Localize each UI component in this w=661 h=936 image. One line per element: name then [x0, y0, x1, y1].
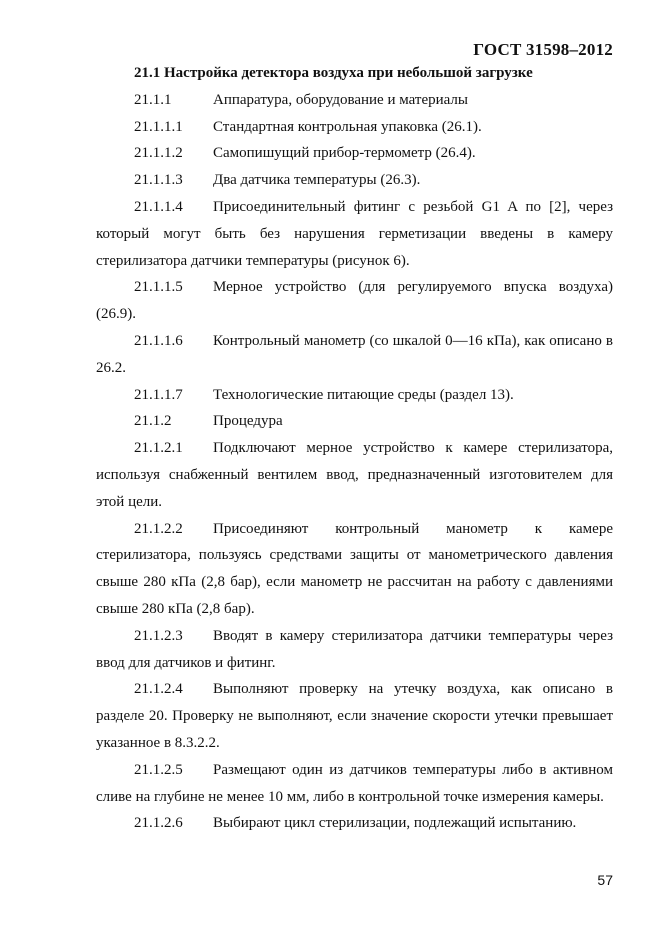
paragraph-21-1-1-3: [96, 167, 613, 194]
clause-number: 21.1.1.5: [134, 279, 183, 296]
paragraph-21-1-1-2: [96, 140, 613, 167]
paragraph-21-1-2-6: [96, 810, 613, 837]
paragraph-21-1-1-6: [96, 328, 613, 382]
clause-text: Подключают мерное устройство к камере стерилизатора, используя снабженный вентилем ввод, предназначенный изготовителем для этой цели.: [96, 440, 613, 510]
paragraph-21-1-1-1: [96, 114, 613, 141]
paragraph-21-1-2-1: [96, 435, 613, 515]
section-title: 21.1 Настройка детектора воздуха при небольшой загрузке: [134, 65, 533, 81]
clause-text: Самопишущий прибор-термометр (26.4).: [213, 145, 476, 162]
clause-number: 21.1.1.3: [134, 172, 183, 189]
clause-text: Вводят в камеру стерилизатора датчики температуры через ввод для датчиков и фитинг.: [96, 627, 613, 671]
clause-text: Контрольный манометр (со шкалой 0—16 кПа), как описано в 26.2.: [96, 332, 613, 376]
clause-number: 21.1.1.7: [134, 386, 183, 403]
clause-number: 21.1.2.2: [134, 520, 183, 537]
clause-text: Аппаратура, оборудование и материалы: [213, 91, 468, 108]
clause-text: Два датчика температуры (26.3).: [213, 172, 421, 189]
clause-text: Мерное устройство (для регулируемого впуска воздуха) (26.9).: [96, 279, 613, 323]
clause-number: 21.1.1.1: [134, 118, 183, 135]
paragraph-21-1-1-5: [96, 274, 613, 328]
clause-text: Выполняют проверку на утечку воздуха, как описано в разделе 20. Проверку не выполняют, если значение скорости утечки превышает указанное в 8.3.2.2.: [96, 681, 613, 751]
paragraph-21-1-1: [96, 87, 613, 114]
clause-text: Присоединительный фитинг с резьбой G1 A по [2], через который могут быть без нарушения герметизации введены в камеру стерилизатора датчики температуры (рисунок 6).: [96, 198, 613, 269]
clause-number: 21.1.1.4: [134, 198, 183, 215]
paragraph-21-1-1-7: [96, 382, 613, 409]
clause-text: Размещают один из датчиков температуры либо в активном сливе на глубине не менее 10 мм, либо в контрольной точке измерения камеры.: [96, 761, 613, 805]
clause-text: Выбирают цикл стерилизации, подлежащий испытанию.: [213, 815, 577, 832]
clause-number: 21.1.2: [134, 413, 172, 430]
paragraph-21-1-1-4: [96, 194, 613, 274]
paragraph-21-1-2-2: [96, 516, 613, 623]
clause-text: Присоединяют контрольный манометр к камере стерилизатора, пользуясь средствами защиты от манометрического давления свыше 280 кПа (2,8 бар), если манометр не рассчитан на работу с давлениями свыше 280 кПа (2,8 бар).: [96, 520, 613, 617]
clause-number: 21.1.2.5: [134, 761, 183, 778]
clause-number: 21.1.1: [134, 91, 172, 108]
paragraph-21-1-2-3: [96, 623, 613, 677]
paragraph-21-1-2-5: [96, 757, 613, 811]
document-header: ГОСТ 31598–2012: [473, 40, 613, 59]
clause-number: 21.1.2.6: [134, 815, 183, 832]
clause-number: 21.1.1.2: [134, 145, 183, 162]
clause-text: Процедура: [213, 413, 283, 430]
page-number: 57: [597, 872, 613, 888]
clause-number: 21.1.2.1: [134, 440, 183, 457]
document-body: [96, 60, 613, 837]
clause-text: Стандартная контрольная упаковка (26.1).: [213, 118, 482, 135]
clause-text: Технологические питающие среды (раздел 13).: [213, 386, 514, 403]
paragraph-21-1-2-4: [96, 676, 613, 756]
clause-number: 21.1.1.6: [134, 332, 183, 349]
clause-number: 21.1.2.4: [134, 681, 183, 698]
clause-number: 21.1.2.3: [134, 627, 183, 644]
paragraph-21-1-2: [96, 408, 613, 435]
